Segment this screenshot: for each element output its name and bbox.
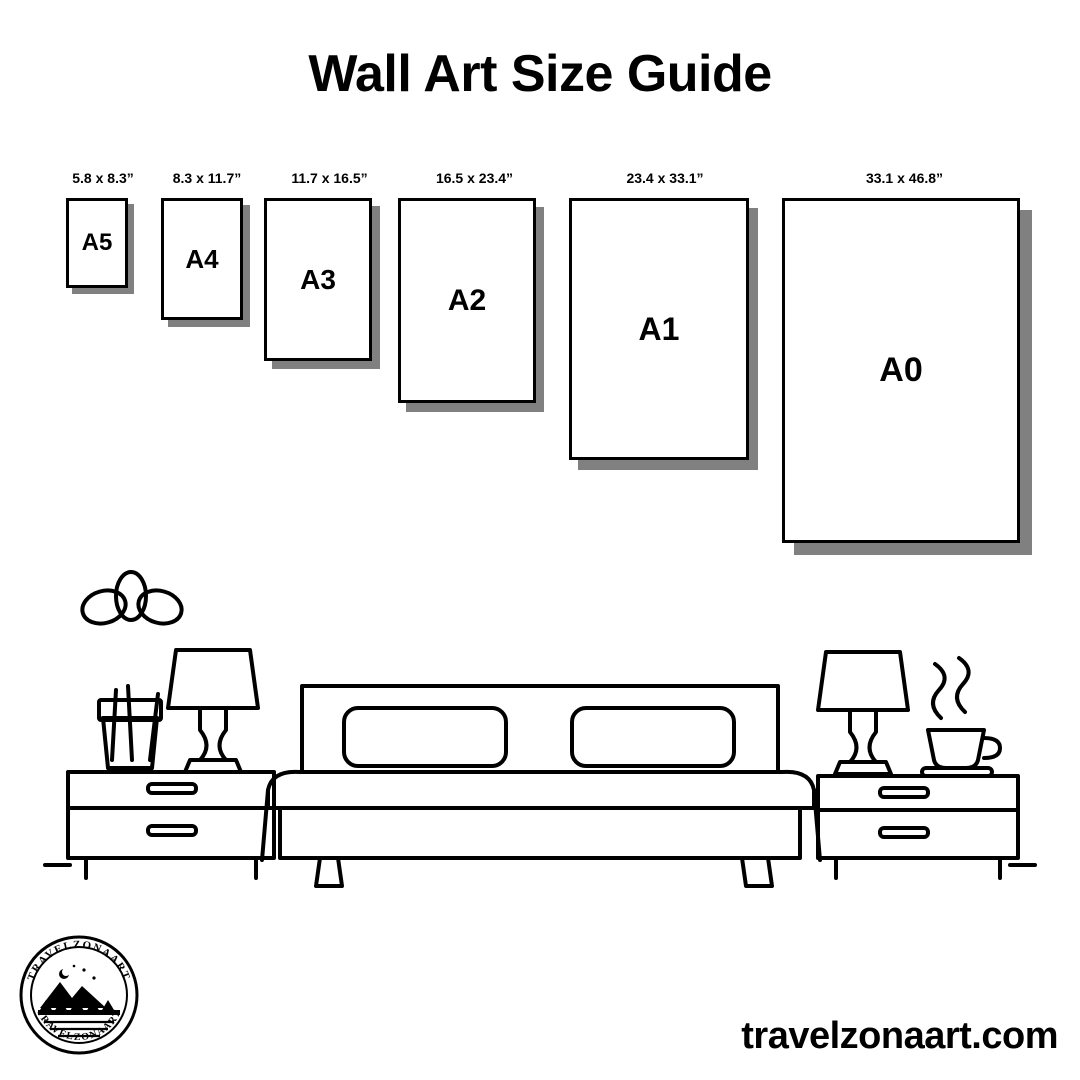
left-nightstand-illustration — [68, 772, 274, 878]
frame-label-a3: A3 — [300, 263, 336, 295]
frame-box-a1[interactable] — [569, 198, 749, 460]
frame-group-a4 — [152, 170, 262, 340]
frame-label-a1: A1 — [638, 310, 680, 347]
frame-dimensions-a1: 23.4 x 33.1” — [626, 170, 704, 186]
frame-label-a2: A2 — [447, 283, 487, 317]
page-title: Wall Art Size Guide — [308, 45, 772, 103]
frame-label-a4: A4 — [185, 243, 219, 274]
frame-box-a0[interactable] — [782, 198, 1020, 543]
bedroom-scene-illustration — [0, 560, 1080, 920]
coffee-cup-illustration — [922, 658, 1000, 776]
frame-dimensions-a3: 11.7 x 16.5” — [291, 170, 368, 186]
brand-logo — [14, 930, 144, 1060]
frame-label-a0: A0 — [879, 351, 923, 389]
bed-illustration — [262, 686, 820, 886]
plant-vase-illustration — [78, 572, 185, 768]
logo-text-top: TRAVELZONAART — [25, 938, 133, 983]
left-table-lamp-illustration — [168, 650, 258, 772]
frame-group-a5 — [58, 170, 148, 310]
frame-box-a2[interactable] — [398, 198, 536, 403]
frame-dimensions-a2: 16.5 x 23.4” — [435, 170, 514, 186]
svg-text:TRAVELZONAART — [25, 939, 132, 983]
frame-box-a4[interactable] — [161, 198, 243, 320]
frame-dimensions-a5: 5.8 x 8.3” — [72, 170, 134, 186]
frame-group-a0 — [772, 170, 1037, 600]
frame-group-a1 — [560, 170, 770, 510]
site-url[interactable]: travelzonaart.com — [741, 1015, 1058, 1057]
right-nightstand-illustration — [818, 776, 1018, 878]
frame-box-a3[interactable] — [264, 198, 372, 361]
frame-label-a5: A5 — [81, 229, 113, 256]
logo-text-bottom: TRAVELZONAART — [34, 1007, 124, 1044]
frame-group-a3 — [262, 170, 397, 390]
frame-box-a5[interactable] — [66, 198, 128, 288]
right-table-lamp-illustration — [818, 652, 908, 774]
frame-dimensions-a0: 33.1 x 46.8” — [865, 170, 944, 186]
frame-dimensions-a4: 8.3 x 11.7” — [172, 170, 242, 186]
frame-group-a2 — [392, 170, 557, 440]
